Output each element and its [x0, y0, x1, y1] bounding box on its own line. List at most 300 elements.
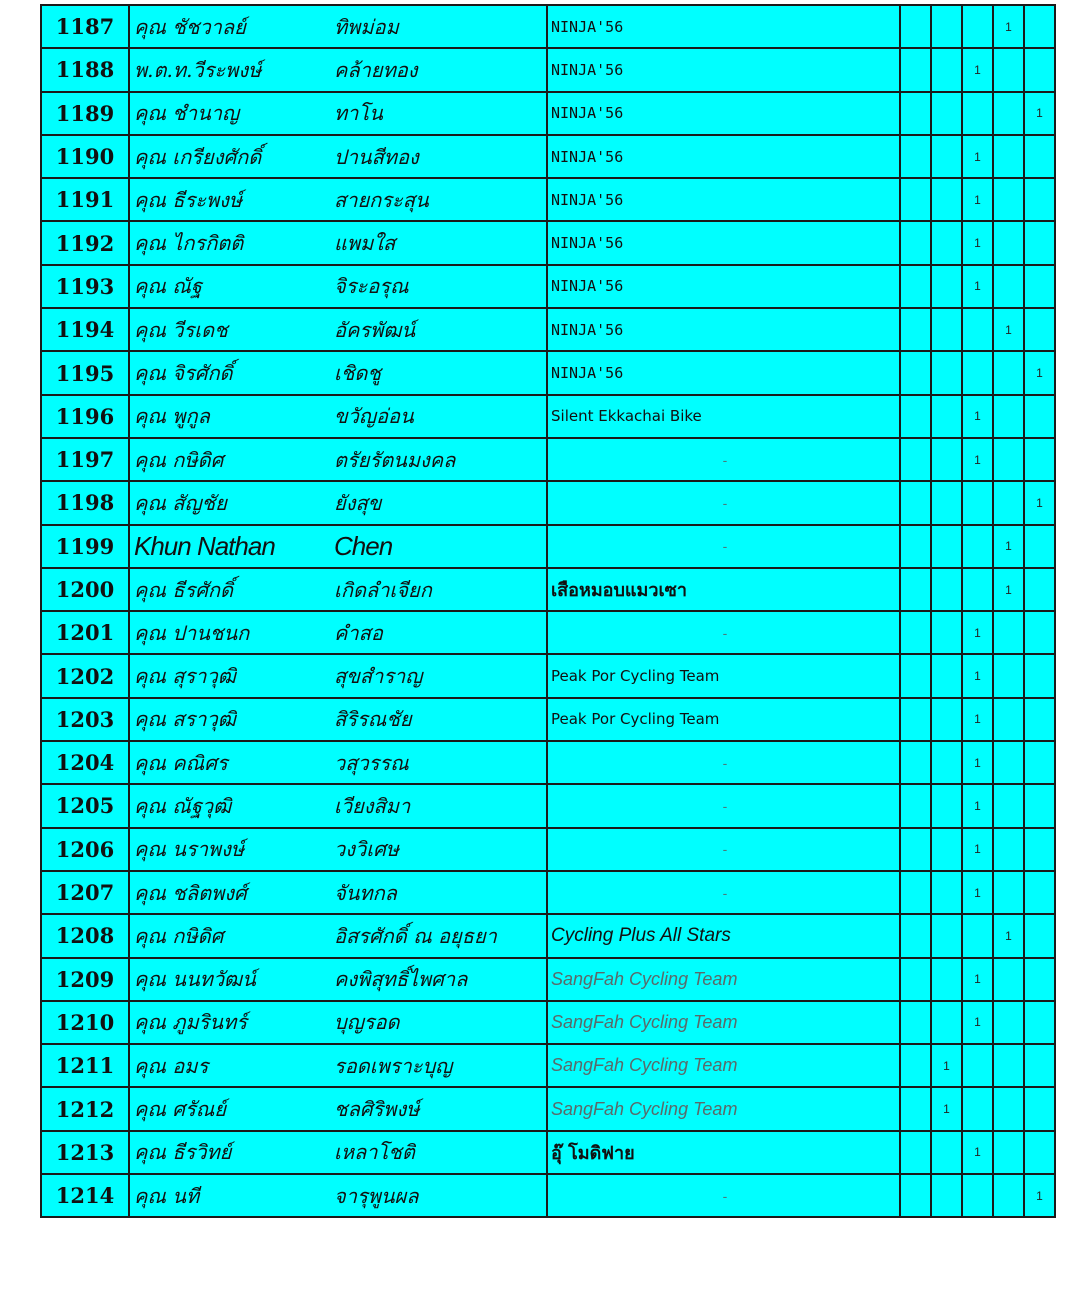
last-name: แพมใส: [334, 231, 396, 256]
category-mark-2: [931, 5, 962, 48]
category-mark-4: [993, 265, 1024, 308]
category-mark-2: [931, 265, 962, 308]
last-name: ขวัญอ่อน: [334, 404, 414, 429]
table-row: [41, 1044, 1055, 1087]
team-cell: [547, 871, 900, 914]
last-name: อัครพัฒน์: [334, 317, 416, 342]
table-row: [41, 914, 1055, 957]
participant-name-cell: [129, 265, 547, 308]
category-mark-3: 1: [962, 48, 993, 91]
category-mark-5: [1024, 741, 1055, 784]
category-mark-4: [993, 481, 1024, 524]
team-cell: [547, 1087, 900, 1130]
bib-number: 1191: [41, 178, 129, 221]
team-name: SangFah Cycling Team: [551, 1055, 738, 1076]
category-mark-3: [962, 5, 993, 48]
category-mark-4: [993, 48, 1024, 91]
first-name: คุณ ธีระพงษ์: [134, 187, 243, 212]
team-cell: [547, 525, 900, 568]
team-name: NINJA'56: [551, 147, 624, 166]
category-mark-3: [962, 351, 993, 394]
bib-number: 1213: [41, 1131, 129, 1174]
category-mark-2: [931, 351, 962, 394]
last-name: สุขสำราญ: [334, 664, 423, 689]
team-cell: [547, 92, 900, 135]
category-mark-3: 1: [962, 611, 993, 654]
category-mark-3: 1: [962, 438, 993, 481]
category-mark-2: [931, 481, 962, 524]
team-cell: [547, 1131, 900, 1174]
team-name: NINJA'56: [551, 320, 624, 339]
participant-name-cell: [129, 438, 547, 481]
table-row: [41, 438, 1055, 481]
category-mark-5: [1024, 698, 1055, 741]
category-mark-1: [900, 135, 931, 178]
first-name: คุณ ภูมรินทร์: [134, 1010, 247, 1035]
category-mark-1: [900, 351, 931, 394]
category-mark-5: [1024, 1044, 1055, 1087]
table-row: [41, 828, 1055, 871]
category-mark-1: [900, 1174, 931, 1217]
team-name: Peak Por Cycling Team: [551, 667, 720, 686]
team-name: NINJA'56: [551, 277, 624, 296]
participant-table: [40, 4, 1056, 1218]
category-mark-2: [931, 871, 962, 914]
team-cell: [547, 784, 900, 827]
table-row: [41, 1087, 1055, 1130]
first-name: คุณ ชลิตพงศ์: [134, 880, 247, 905]
last-name: คงพิสุทธิ์ไพศาล: [334, 967, 468, 992]
team-cell: [547, 698, 900, 741]
category-mark-5: [1024, 178, 1055, 221]
bib-number: 1211: [41, 1044, 129, 1087]
last-name: วงวิเศษ: [334, 837, 399, 862]
category-mark-5: [1024, 308, 1055, 351]
participant-name-cell: [129, 395, 547, 438]
category-mark-2: [931, 1001, 962, 1044]
category-mark-5: [1024, 611, 1055, 654]
team-name: NINJA'56: [551, 17, 624, 36]
first-name: คุณ วีรเดช: [134, 317, 228, 342]
category-mark-3: [962, 308, 993, 351]
category-mark-4: [993, 351, 1024, 394]
table-row: [41, 958, 1055, 1001]
first-name: คุณ ปานชนก: [134, 620, 250, 645]
category-mark-1: [900, 221, 931, 264]
category-mark-4: [993, 1131, 1024, 1174]
participant-name-cell: [129, 5, 547, 48]
bib-number: 1212: [41, 1087, 129, 1130]
category-mark-5: [1024, 828, 1055, 871]
category-mark-4: [993, 221, 1024, 264]
first-name: คุณ อมร: [134, 1053, 209, 1078]
bib-number: 1202: [41, 654, 129, 697]
category-mark-5: [1024, 784, 1055, 827]
category-mark-4: 1: [993, 914, 1024, 957]
category-mark-4: 1: [993, 525, 1024, 568]
category-mark-2: [931, 308, 962, 351]
first-name: คุณ จิรศักดิ์: [134, 361, 233, 386]
category-mark-1: [900, 48, 931, 91]
participant-name-cell: [129, 784, 547, 827]
category-mark-4: [993, 178, 1024, 221]
category-mark-1: [900, 914, 931, 957]
category-mark-2: [931, 48, 962, 91]
team-name: -: [722, 451, 728, 468]
team-cell: [547, 265, 900, 308]
category-mark-2: [931, 1131, 962, 1174]
category-mark-4: [993, 1044, 1024, 1087]
category-mark-4: [993, 135, 1024, 178]
team-name: -: [722, 797, 728, 814]
participant-name-cell: [129, 135, 547, 178]
category-mark-3: 1: [962, 265, 993, 308]
first-name: คุณ นราพงษ์: [134, 837, 245, 862]
team-name: -: [722, 754, 728, 771]
category-mark-1: [900, 871, 931, 914]
participant-name-cell: [129, 48, 547, 91]
team-cell: [547, 1001, 900, 1044]
category-mark-3: 1: [962, 654, 993, 697]
category-mark-4: [993, 784, 1024, 827]
team-name: NINJA'56: [551, 234, 624, 253]
team-cell: [547, 568, 900, 611]
category-mark-3: 1: [962, 871, 993, 914]
last-name: จันทกล: [334, 880, 397, 905]
category-mark-2: 1: [931, 1087, 962, 1130]
participant-name-cell: [129, 1131, 547, 1174]
participant-name-cell: [129, 568, 547, 611]
category-mark-1: [900, 92, 931, 135]
category-mark-1: [900, 1044, 931, 1087]
table-row: [41, 1001, 1055, 1044]
category-mark-1: [900, 1001, 931, 1044]
category-mark-5: [1024, 48, 1055, 91]
category-mark-4: [993, 871, 1024, 914]
table-row: [41, 308, 1055, 351]
category-mark-1: [900, 958, 931, 1001]
participant-name-cell: [129, 1087, 547, 1130]
bib-number: 1205: [41, 784, 129, 827]
category-mark-1: [900, 611, 931, 654]
last-name: ชลศิริพงษ์: [334, 1097, 420, 1122]
category-mark-4: [993, 92, 1024, 135]
bib-number: 1190: [41, 135, 129, 178]
category-mark-5: [1024, 871, 1055, 914]
team-name: NINJA'56: [551, 60, 624, 79]
participant-name-cell: [129, 914, 547, 957]
category-mark-4: [993, 438, 1024, 481]
first-name: คุณ นนทวัฒน์: [134, 967, 256, 992]
participant-name-cell: [129, 1001, 547, 1044]
category-mark-2: [931, 611, 962, 654]
category-mark-3: [962, 1087, 993, 1130]
category-mark-3: [962, 92, 993, 135]
category-mark-2: [931, 221, 962, 264]
last-name: คำสอ: [334, 620, 383, 645]
team-cell: [547, 481, 900, 524]
table-row: [41, 611, 1055, 654]
last-name: ปานสีทอง: [334, 144, 419, 169]
last-name: อิสรศักดิ์ ณ อยุธยา: [334, 923, 497, 948]
category-mark-1: [900, 568, 931, 611]
category-mark-4: [993, 741, 1024, 784]
category-mark-3: [962, 568, 993, 611]
category-mark-4: [993, 1174, 1024, 1217]
category-mark-5: [1024, 654, 1055, 697]
first-name: คุณ เกรียงศักดิ์: [134, 144, 262, 169]
first-name: คุณ นที: [134, 1183, 200, 1208]
first-name: คุณ ณัฐวุฒิ: [134, 793, 232, 818]
category-mark-2: 1: [931, 1044, 962, 1087]
team-name: -: [722, 884, 728, 901]
category-mark-4: 1: [993, 568, 1024, 611]
category-mark-3: 1: [962, 784, 993, 827]
bib-number: 1196: [41, 395, 129, 438]
first-name: Khun Nathan: [134, 530, 275, 561]
first-name: คุณ ไกรกิตติ: [134, 231, 244, 256]
team-cell: [547, 828, 900, 871]
team-name: SangFah Cycling Team: [551, 1098, 738, 1119]
participant-name-cell: [129, 611, 547, 654]
category-mark-5: [1024, 914, 1055, 957]
category-mark-2: [931, 525, 962, 568]
category-mark-3: 1: [962, 221, 993, 264]
last-name: ยังสุข: [334, 490, 382, 515]
bib-number: 1194: [41, 308, 129, 351]
last-name: เกิดลำเจียก: [334, 577, 432, 602]
category-mark-5: [1024, 1087, 1055, 1130]
category-mark-3: 1: [962, 395, 993, 438]
team-name: Peak Por Cycling Team: [551, 710, 720, 729]
last-name: รอดเพราะบุญ: [334, 1053, 453, 1078]
table-row: [41, 654, 1055, 697]
category-mark-5: 1: [1024, 481, 1055, 524]
category-mark-5: [1024, 1001, 1055, 1044]
team-name: -: [722, 841, 728, 858]
category-mark-5: 1: [1024, 1174, 1055, 1217]
category-mark-4: [993, 828, 1024, 871]
category-mark-3: 1: [962, 958, 993, 1001]
category-mark-2: [931, 698, 962, 741]
participant-name-cell: [129, 92, 547, 135]
category-mark-1: [900, 178, 931, 221]
category-mark-1: [900, 525, 931, 568]
bib-number: 1199: [41, 525, 129, 568]
category-mark-2: [931, 438, 962, 481]
category-mark-4: 1: [993, 308, 1024, 351]
category-mark-4: [993, 395, 1024, 438]
bib-number: 1206: [41, 828, 129, 871]
last-name: คล้ายทอง: [334, 57, 418, 82]
table-row: [41, 871, 1055, 914]
category-mark-2: [931, 828, 962, 871]
category-mark-3: [962, 914, 993, 957]
category-mark-5: [1024, 5, 1055, 48]
last-name: ทาโน: [334, 101, 383, 126]
table-row: [41, 395, 1055, 438]
team-name: Silent Ekkachai Bike: [551, 407, 702, 426]
category-mark-1: [900, 481, 931, 524]
category-mark-3: 1: [962, 1131, 993, 1174]
team-cell: [547, 1044, 900, 1087]
team-name: SangFah Cycling Team: [551, 1011, 738, 1032]
category-mark-1: [900, 395, 931, 438]
table-row: [41, 784, 1055, 827]
team-name: เสือหมอบแมวเซา: [551, 580, 687, 601]
team-cell: [547, 351, 900, 394]
participant-name-cell: [129, 958, 547, 1001]
category-mark-3: 1: [962, 698, 993, 741]
category-mark-2: [931, 784, 962, 827]
table-row: [41, 178, 1055, 221]
category-mark-5: [1024, 395, 1055, 438]
bib-number: 1200: [41, 568, 129, 611]
table-row: [41, 221, 1055, 264]
bib-number: 1187: [41, 5, 129, 48]
category-mark-3: [962, 481, 993, 524]
category-mark-2: [931, 654, 962, 697]
category-mark-2: [931, 1174, 962, 1217]
team-name: NINJA'56: [551, 190, 624, 209]
team-name: -: [722, 538, 728, 555]
category-mark-1: [900, 741, 931, 784]
table-row: [41, 741, 1055, 784]
bib-number: 1207: [41, 871, 129, 914]
category-mark-4: [993, 958, 1024, 1001]
bib-number: 1208: [41, 914, 129, 957]
bib-number: 1192: [41, 221, 129, 264]
bib-number: 1197: [41, 438, 129, 481]
category-mark-1: [900, 828, 931, 871]
table-row: [41, 5, 1055, 48]
last-name: ทิพม่อม: [334, 14, 399, 39]
first-name: คุณ คณิศร: [134, 750, 228, 775]
category-mark-3: 1: [962, 135, 993, 178]
team-name: SangFah Cycling Team: [551, 968, 738, 989]
first-name: พ.ต.ท.วีระพงษ์: [134, 57, 262, 82]
category-mark-3: 1: [962, 828, 993, 871]
table-row: [41, 1174, 1055, 1217]
first-name: คุณ พูกูล: [134, 404, 210, 429]
category-mark-2: [931, 395, 962, 438]
participant-name-cell: [129, 525, 547, 568]
team-cell: [547, 654, 900, 697]
participant-name-cell: [129, 698, 547, 741]
first-name: คุณ ณัฐ: [134, 274, 202, 299]
category-mark-5: [1024, 525, 1055, 568]
team-name: NINJA'56: [551, 364, 624, 383]
category-mark-1: [900, 1087, 931, 1130]
category-mark-1: [900, 438, 931, 481]
team-cell: [547, 178, 900, 221]
participant-name-cell: [129, 828, 547, 871]
category-mark-2: [931, 135, 962, 178]
category-mark-4: [993, 611, 1024, 654]
category-mark-4: 1: [993, 5, 1024, 48]
table-row: [41, 48, 1055, 91]
first-name: คุณ ชัชวาลย์: [134, 14, 246, 39]
first-name: คุณ กษิดิศ: [134, 447, 224, 472]
team-name: -: [722, 494, 728, 511]
bib-number: 1210: [41, 1001, 129, 1044]
team-cell: [547, 395, 900, 438]
team-cell: [547, 48, 900, 91]
participant-name-cell: [129, 1174, 547, 1217]
category-mark-4: [993, 698, 1024, 741]
category-mark-5: [1024, 958, 1055, 1001]
last-name: จารุพูนผล: [334, 1183, 419, 1208]
first-name: คุณ สราวุฒิ: [134, 707, 236, 732]
table-row: [41, 698, 1055, 741]
category-mark-4: [993, 1001, 1024, 1044]
last-name: เหลาโชติ: [334, 1140, 415, 1165]
bib-number: 1214: [41, 1174, 129, 1217]
category-mark-5: [1024, 221, 1055, 264]
participant-name-cell: [129, 178, 547, 221]
category-mark-5: [1024, 135, 1055, 178]
first-name: คุณ สุราวุฒิ: [134, 664, 236, 689]
category-mark-2: [931, 914, 962, 957]
category-mark-1: [900, 5, 931, 48]
last-name: จิระอรุณ: [334, 274, 409, 299]
team-cell: [547, 5, 900, 48]
last-name: สิริรณชัย: [334, 707, 412, 732]
category-mark-5: [1024, 1131, 1055, 1174]
category-mark-2: [931, 568, 962, 611]
team-cell: [547, 958, 900, 1001]
table-row: [41, 135, 1055, 178]
table-row: [41, 92, 1055, 135]
table-row: [41, 351, 1055, 394]
team-name: -: [722, 1187, 728, 1204]
bib-number: 1195: [41, 351, 129, 394]
category-mark-3: [962, 1174, 993, 1217]
last-name: วสุวรรณ: [334, 750, 409, 775]
bib-number: 1209: [41, 958, 129, 1001]
team-name: NINJA'56: [551, 104, 624, 123]
team-name: Cycling Plus All Stars: [551, 924, 731, 946]
participant-name-cell: [129, 481, 547, 524]
bib-number: 1203: [41, 698, 129, 741]
category-mark-3: [962, 1044, 993, 1087]
category-mark-5: [1024, 438, 1055, 481]
bib-number: 1204: [41, 741, 129, 784]
first-name: คุณ ธีรศักดิ์: [134, 577, 234, 602]
bib-number: 1188: [41, 48, 129, 91]
team-name: -: [722, 624, 728, 641]
team-cell: [547, 221, 900, 264]
last-name: ตรัยรัตนมงคล: [334, 447, 456, 472]
category-mark-1: [900, 654, 931, 697]
participant-name-cell: [129, 351, 547, 394]
category-mark-1: [900, 1131, 931, 1174]
category-mark-2: [931, 741, 962, 784]
category-mark-2: [931, 958, 962, 1001]
category-mark-5: 1: [1024, 92, 1055, 135]
first-name: คุณ สัญชัย: [134, 490, 227, 515]
team-name: อุ๊ โมดิฟาย: [551, 1142, 635, 1164]
first-name: คุณ ธีรวิทย์: [134, 1140, 232, 1165]
last-name: เวียงสิมา: [334, 793, 411, 818]
category-mark-3: 1: [962, 178, 993, 221]
category-mark-1: [900, 698, 931, 741]
category-mark-5: 1: [1024, 351, 1055, 394]
table-row: [41, 1131, 1055, 1174]
table-row: [41, 265, 1055, 308]
team-cell: [547, 1174, 900, 1217]
bib-number: 1189: [41, 92, 129, 135]
